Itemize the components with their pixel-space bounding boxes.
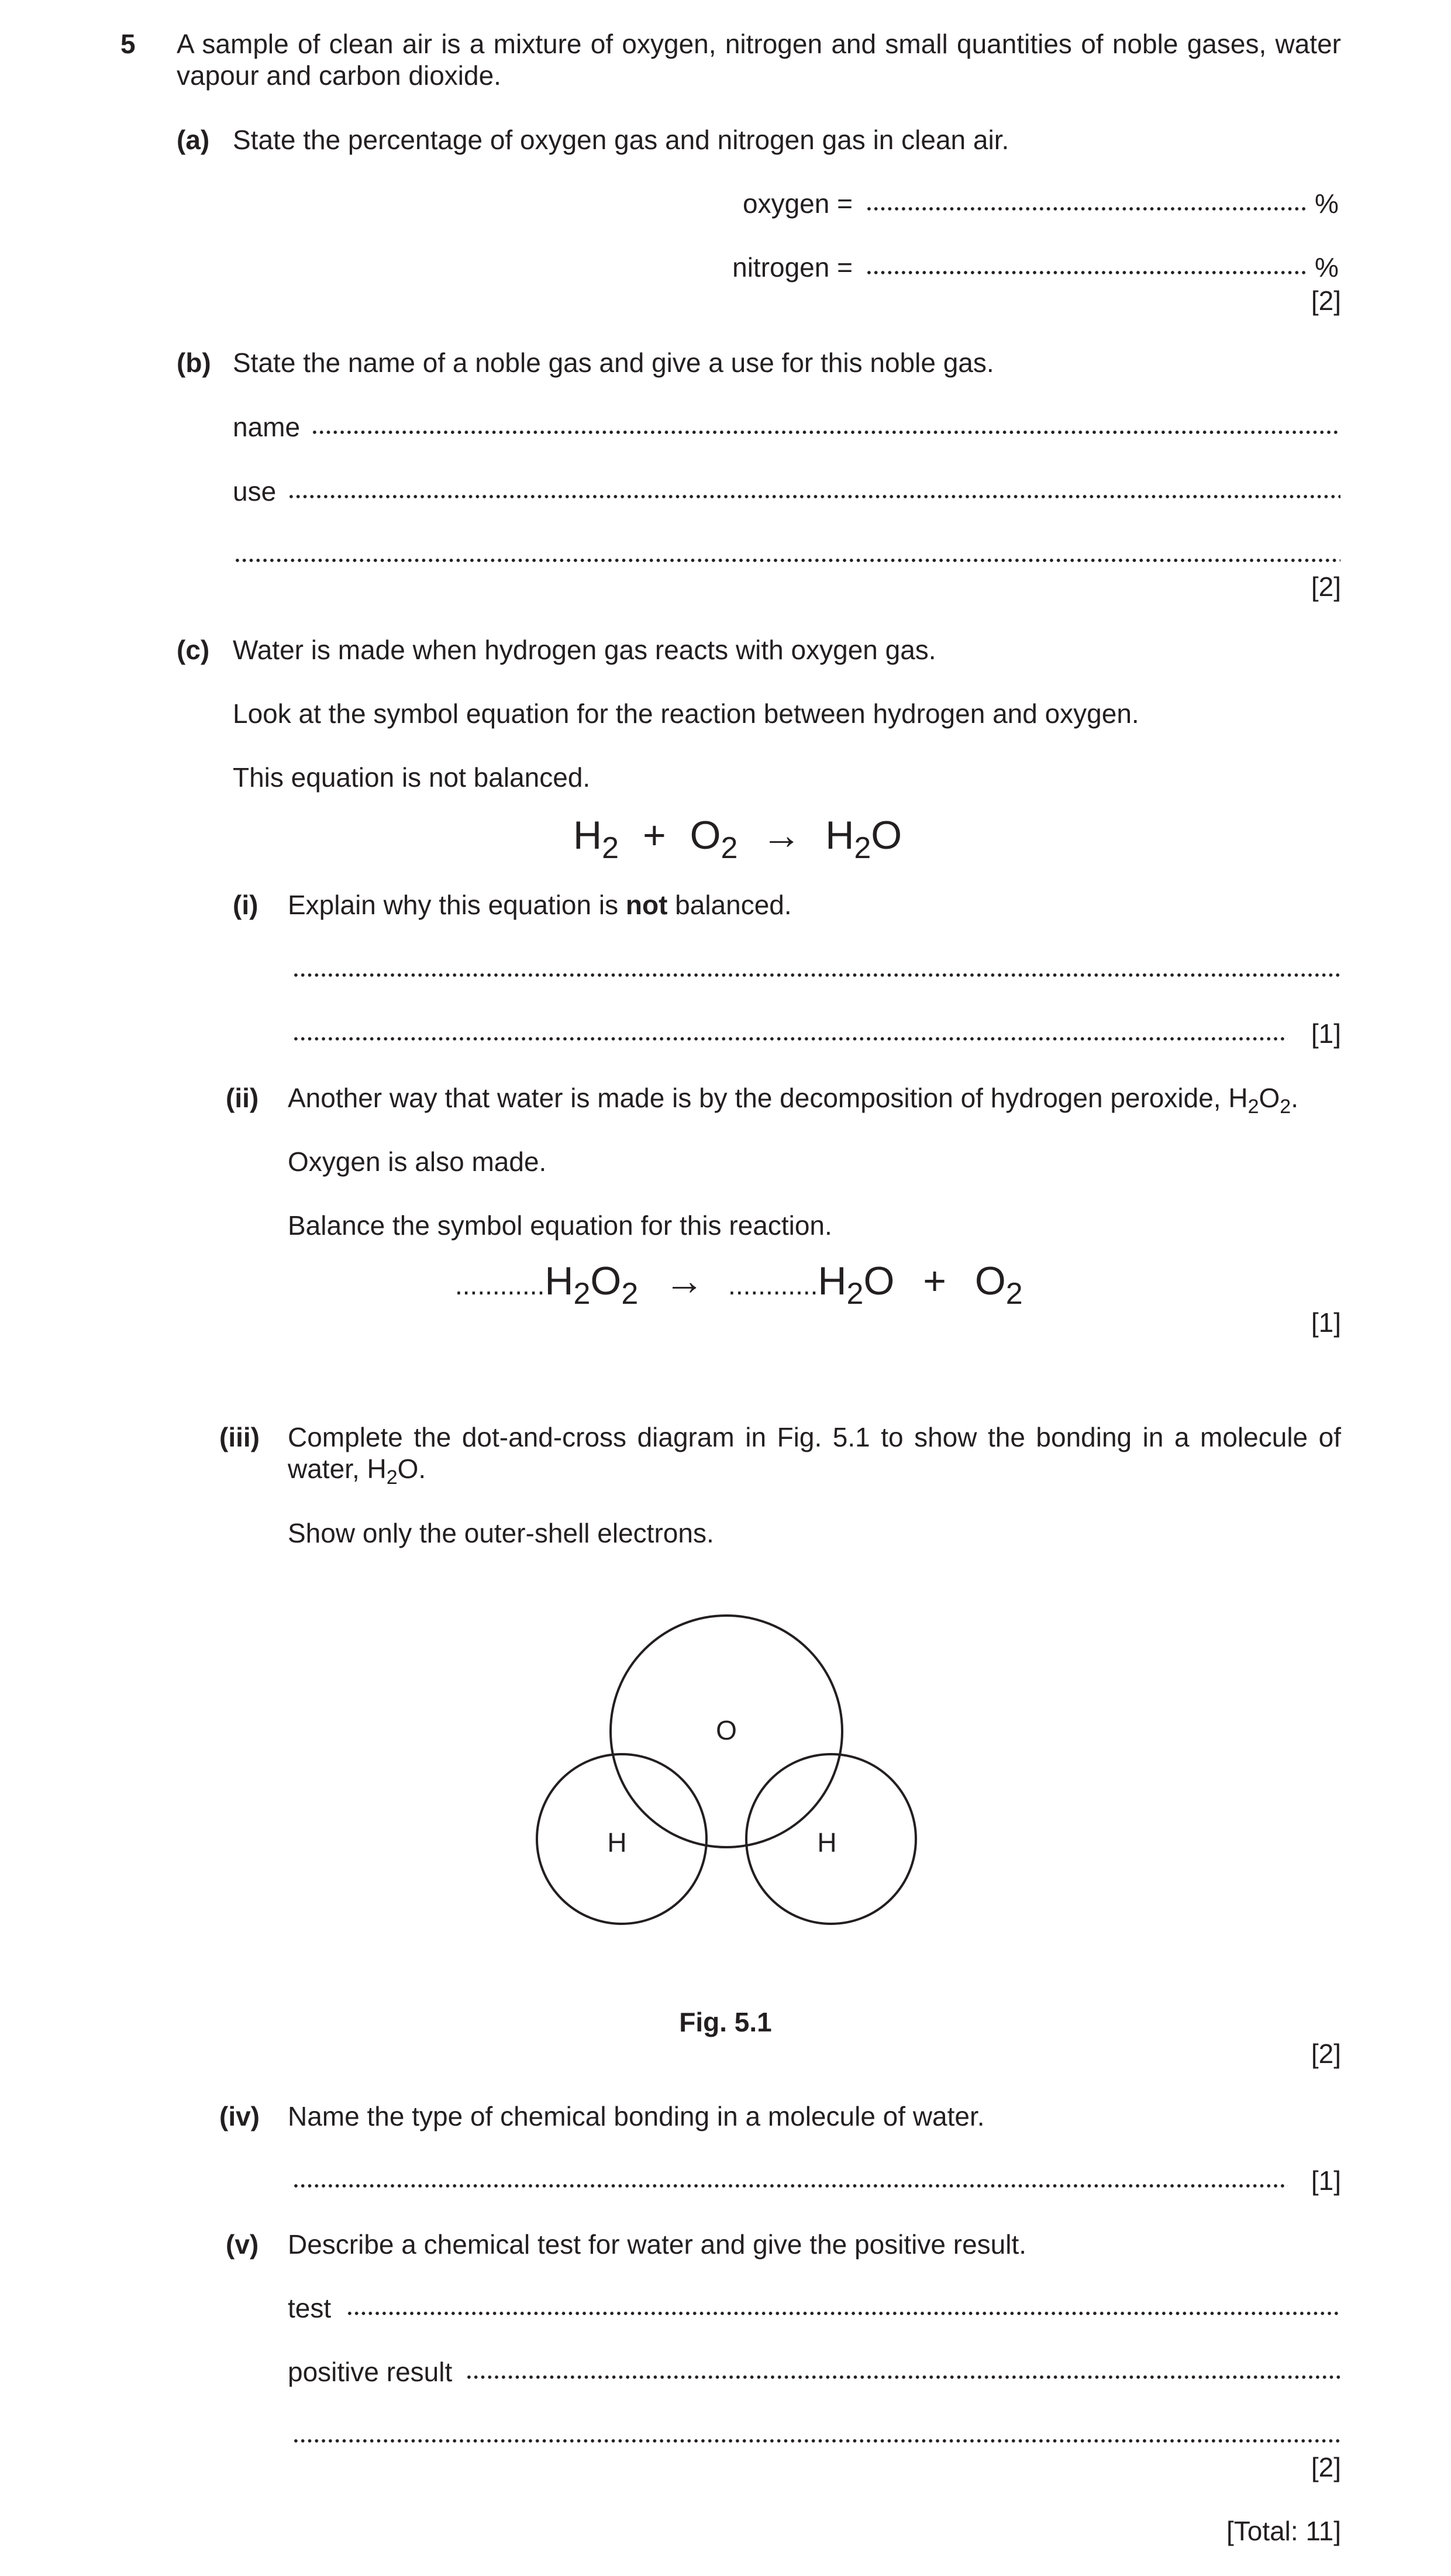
part-c-line-1: Water is made when hydrogen gas reacts with oxygen gas. [233, 635, 936, 665]
eq-water-sub: 2 [854, 831, 871, 865]
part-c-label: (c) [177, 635, 210, 665]
part-c-iii-sub: 2 [386, 1466, 398, 1489]
eq2-water-sub: 2 [846, 1277, 864, 1311]
part-c-v-text: Describe a chemical test for water and give the positive result. [288, 2229, 1027, 2260]
eq-o-sub: 2 [721, 831, 738, 865]
eq2-water-o: O [863, 1259, 895, 1303]
part-c-iii-text-end: O. [397, 1454, 426, 1484]
positive-result-answer-line[interactable] [466, 2375, 1340, 2379]
use-label: use [233, 476, 277, 507]
part-c-ii-line-3: Balance the symbol equation for this reaction. [288, 1210, 832, 1241]
eq-o: O [690, 813, 721, 857]
part-a-label: (a) [177, 125, 210, 155]
test-label: test [288, 2293, 332, 2323]
part-b-label: (b) [177, 347, 211, 378]
part-c-iii-label: (iii) [219, 1422, 260, 1452]
hydrogen-left-symbol: H [607, 1827, 627, 1858]
question-total: [Total: 11] [1226, 2516, 1341, 2546]
positive-result-answer-line-2[interactable] [292, 2439, 1340, 2443]
eq2-h: H [544, 1259, 574, 1303]
eq-plus: + [642, 813, 666, 857]
part-c-i-label: (i) [233, 890, 259, 920]
part-c-ii-label: (ii) [226, 1083, 259, 1113]
eq2-blank-2[interactable]: ............ [728, 1270, 818, 1300]
part-c-i-answer-line-1[interactable] [292, 973, 1340, 977]
nitrogen-label: nitrogen = [732, 252, 853, 283]
part-c-iv-label: (iv) [219, 2101, 260, 2131]
part-c-i-answer-line-2[interactable] [292, 1037, 1288, 1041]
question-intro: A sample of clean air is a mixture of oxygen, nitrogen and small quantities of noble gases, water vapour and carbon dioxide. [177, 29, 1341, 91]
question-number: 5 [120, 29, 136, 59]
nitrogen-unit: % [1315, 252, 1339, 283]
part-c-ii-sub-1: 2 [1247, 1096, 1259, 1118]
hydrogen-oxygen-equation [573, 812, 902, 865]
eq2-o: O [590, 1259, 622, 1303]
eq2-o-sub: 2 [621, 1277, 639, 1311]
part-c-ii-text-end: . [1291, 1083, 1298, 1113]
use-answer-line[interactable] [288, 495, 1340, 498]
eq2-blank-1[interactable]: ............ [455, 1270, 545, 1300]
part-c-line-3: This equation is not balanced. [233, 762, 591, 793]
part-c-i-text-start: Explain why this equation is [288, 890, 626, 920]
part-c-i-text-bold: not [625, 890, 668, 920]
eq-water-h: H [825, 813, 854, 857]
part-c-iii-text-main: Complete the dot-and-cross diagram in Fig. 5.1 to show the bonding in a molecule of water, H [288, 1422, 1341, 1484]
part-c-iv-answer-line[interactable] [292, 2184, 1288, 2188]
part-c-line-2: Look at the symbol equation for the reaction between hydrogen and oxygen. [233, 698, 1139, 729]
hydrogen-right-symbol: H [817, 1827, 837, 1858]
use-answer-line-2[interactable] [234, 559, 1340, 562]
part-c-i-text [288, 889, 792, 921]
eq2-oxygen-sub: 2 [1005, 1277, 1023, 1311]
part-c-v-marks: [2] [1311, 2452, 1341, 2482]
figure-caption: Fig. 5.1 [679, 2007, 772, 2037]
part-c-i-text-end: balanced. [667, 890, 792, 920]
part-c-iv-marks: [1] [1311, 2165, 1341, 2196]
part-c-ii-text-main: Another way that water is made is by the decomposition of hydrogen peroxide, H [288, 1083, 1248, 1113]
part-c-ii-text-o: O [1259, 1083, 1280, 1113]
eq2-arrow: → [664, 1259, 705, 1303]
part-c-iii-text [288, 1421, 1341, 1489]
eq-arrow: → [761, 813, 802, 857]
part-c-iii-line-2: Show only the outer-shell electrons. [288, 1518, 714, 1548]
part-c-ii-marks: [1] [1311, 1307, 1341, 1338]
part-c-i-marks: [1] [1311, 1018, 1341, 1049]
oxygen-answer-line[interactable] [866, 207, 1305, 211]
water-dot-cross-diagram[interactable] [526, 1609, 924, 1936]
part-c-ii-text [288, 1082, 1298, 1118]
test-answer-line[interactable] [346, 2312, 1340, 2315]
part-b-text: State the name of a noble gas and give a use for this noble gas. [233, 347, 994, 378]
part-c-ii-line-2: Oxygen is also made. [288, 1146, 547, 1177]
eq2-oxygen: O [974, 1259, 1006, 1303]
part-c-iv-text: Name the type of chemical bonding in a molecule of water. [288, 2101, 985, 2131]
part-a-text: State the percentage of oxygen gas and nitrogen gas in clean air. [233, 125, 1009, 155]
positive-result-label: positive result [288, 2357, 453, 2387]
name-answer-line[interactable] [311, 431, 1340, 434]
part-a-marks: [2] [1311, 285, 1341, 316]
part-c-ii-sub-2: 2 [1280, 1096, 1291, 1118]
part-b-marks: [2] [1311, 571, 1341, 602]
eq2-h-sub: 2 [573, 1277, 591, 1311]
oxygen-symbol: O [716, 1715, 737, 1746]
nitrogen-answer-line[interactable] [866, 271, 1305, 274]
eq2-water-h: H [818, 1259, 847, 1303]
peroxide-equation [455, 1258, 1023, 1311]
eq-h-sub: 2 [602, 831, 619, 865]
name-label: name [233, 412, 301, 442]
eq-water-o: O [871, 813, 902, 857]
part-c-v-label: (v) [226, 2229, 259, 2260]
eq2-plus: + [923, 1259, 946, 1303]
part-c-iii-marks: [2] [1311, 2038, 1341, 2069]
oxygen-label: oxygen = [743, 188, 853, 219]
eq-h: H [573, 813, 602, 857]
oxygen-unit: % [1315, 188, 1339, 219]
